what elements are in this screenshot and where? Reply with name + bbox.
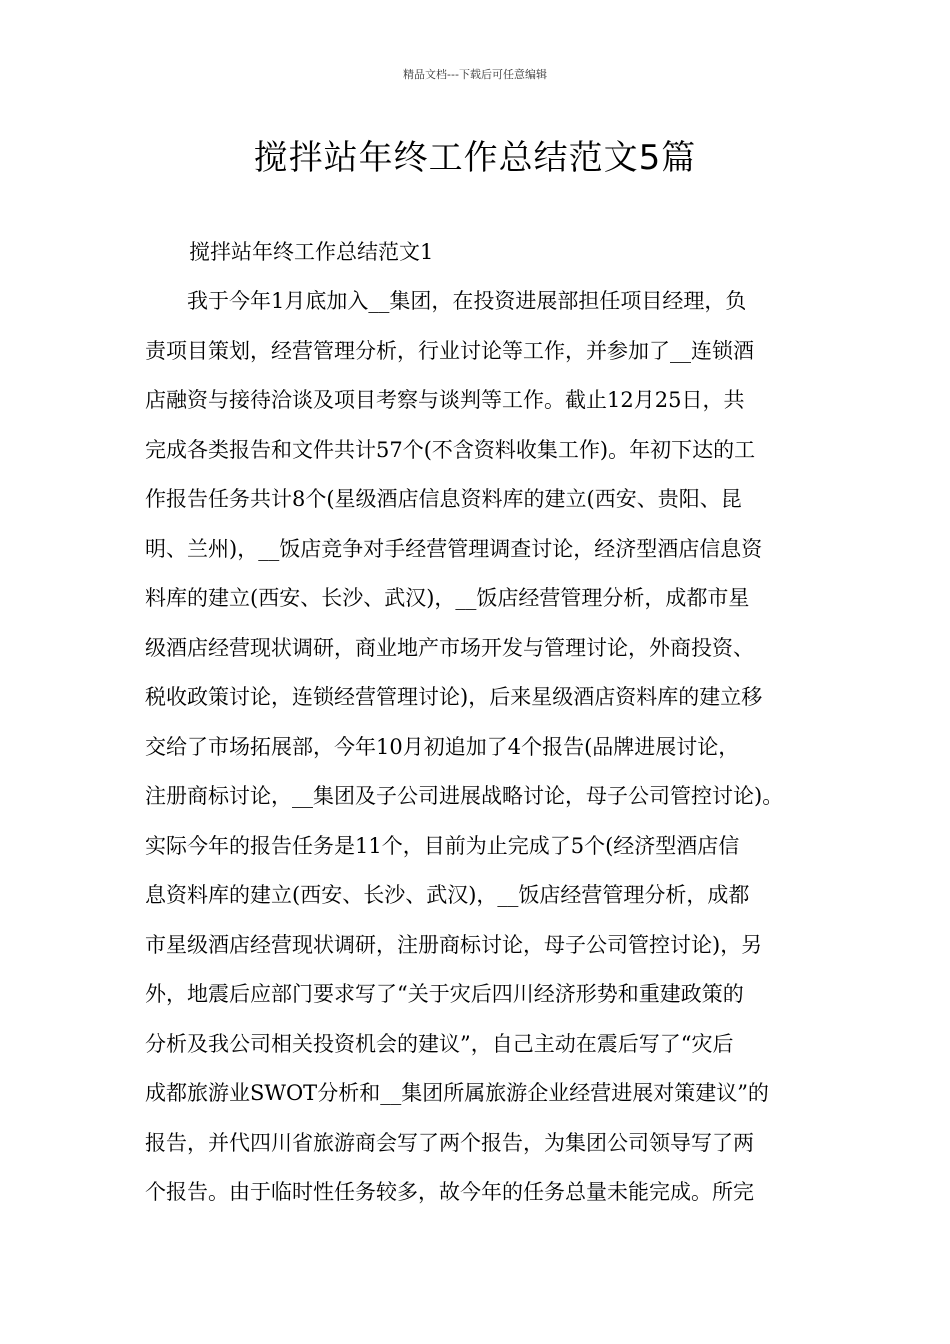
paragraph-line: 息资料库的建立(西安、长沙、武汉)，__饭店经营管理分析，成都 <box>145 883 750 907</box>
paragraph-line: 完成各类报告和文件共计57个(不含资料收集工作)。年初下达的工 <box>145 437 756 462</box>
paragraph-line: 成都旅游业SWOT分析和__集团所属旅游企业经营进展对策建议”的 <box>145 1081 769 1105</box>
paragraph-line: 我于今年1月底加入__集团，在投资进展部担任项目经理，负 <box>145 289 747 313</box>
paragraph-line: 税收政策讨论，连锁经营管理讨论)，后来星级酒店资料库的建立移 <box>145 685 763 709</box>
paragraph-line: 市星级酒店经营现状调研，注册商标讨论，母子公司管控讨论)，另 <box>145 932 763 957</box>
paragraph-line: 实际今年的报告任务是11个，目前为止完成了5个(经济型酒店信 <box>145 833 740 858</box>
subheading-text: 搅拌站年终工作总结范文1 <box>189 240 434 264</box>
paragraph-line: 交给了市场拓展部，今年10月初追加了4个报告(品牌进展讨论， <box>145 734 740 759</box>
paragraph-line: 注册商标讨论，__集团及子公司进展战略讨论，母子公司管控讨论)。 <box>145 784 784 808</box>
paragraph-line: 料库的建立(西安、长沙、武汉)，__饭店经营管理分析，成都市星 <box>145 586 750 610</box>
paragraph-line: 作报告任务共计8个(星级酒店信息资料库的建立(西安、贵阳、昆 <box>145 487 742 511</box>
section-subheading <box>145 228 817 278</box>
paragraph-line: 外，地震后应部门要求写了“关于灾后四川经济形势和重建政策的 <box>145 982 744 1006</box>
paragraph-line: 个报告。由于临时性任务较多，故今年的任务总量未能完成。所完 <box>145 1180 754 1204</box>
header-note: 精品文档---下载后可任意编辑 <box>403 68 547 81</box>
paragraph-line: 明、兰州)，__饭店竞争对手经营管理调查讨论，经济型酒店信息资 <box>145 536 763 561</box>
paragraph-line: 级酒店经营现状调研，商业地产市场开发与管理讨论，外商投资、 <box>145 635 754 660</box>
paragraph-line: 责项目策划，经营管理分析，行业讨论等工作，并参加了__连锁酒 <box>145 338 754 363</box>
paragraph-line: 报告，并代四川省旅游商会写了两个报告，为集团公司领导写了两 <box>145 1130 754 1155</box>
paragraph-line: 店融资与接待洽谈及项目考察与谈判等工作。截止12月25日，共 <box>145 388 745 412</box>
body-paragraph <box>145 277 817 1218</box>
document-title: 搅拌站年终工作总结范文5篇 <box>253 138 697 178</box>
paragraph-line: 分析及我公司相关投资机会的建议”，自己主动在震后写了“灾后 <box>145 1031 734 1056</box>
